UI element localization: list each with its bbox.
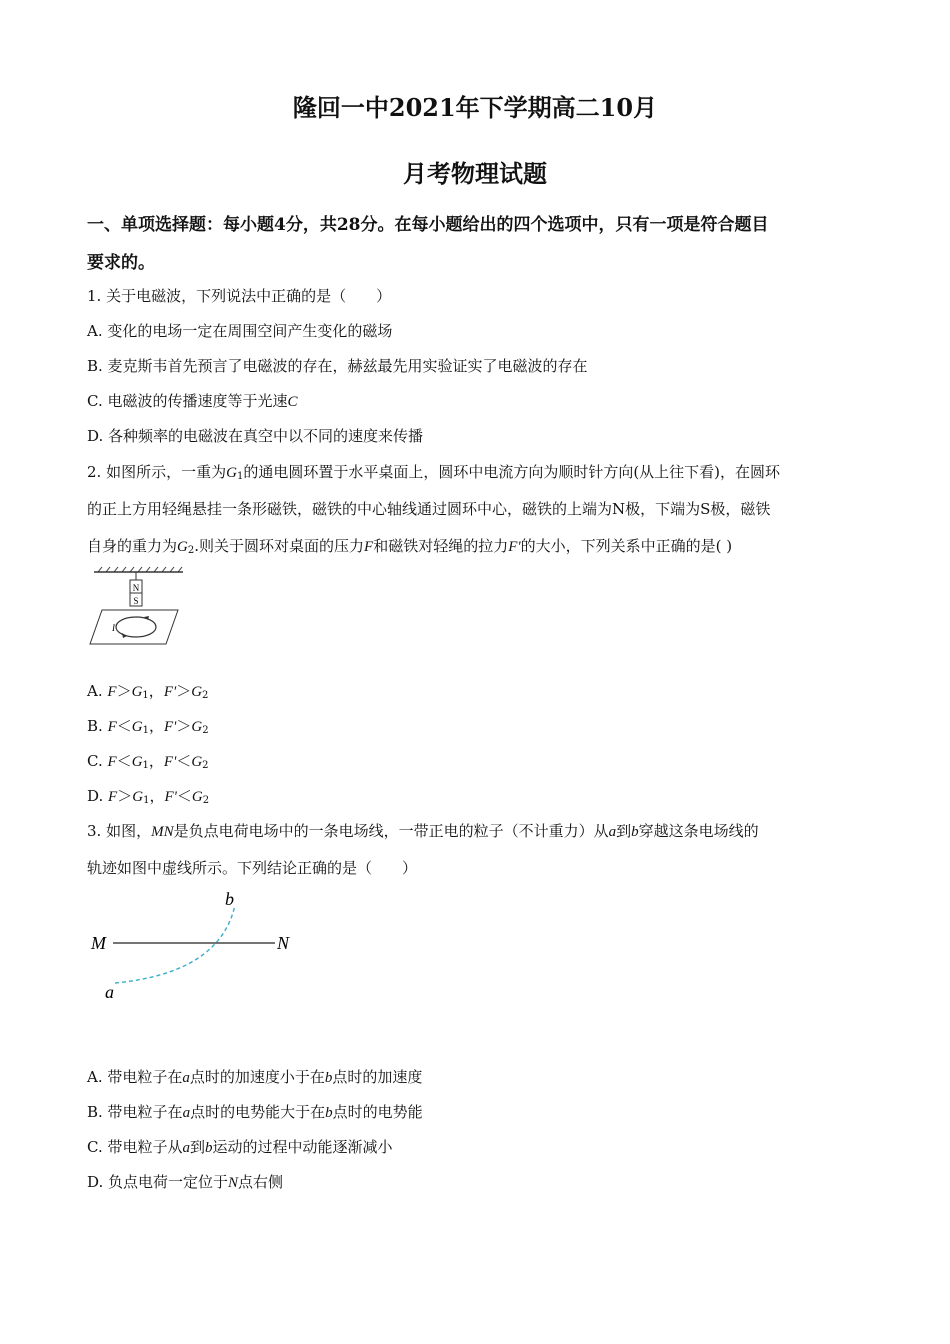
label-b: b <box>225 889 234 909</box>
q2-op: ＞ <box>117 787 133 805</box>
q3-var-mn: MN <box>151 824 174 840</box>
q2-op: ＜ <box>116 717 132 735</box>
q2-var-g: G <box>132 789 144 805</box>
q2-sep: ， <box>148 717 164 735</box>
q3-text: B. 带电粒子在 <box>87 1103 183 1121</box>
magnet-s-label: S <box>133 596 139 606</box>
exam-title-line1: 隆回一中2021年下学期高二10月 <box>292 93 658 122</box>
q2-opt-label: C. <box>87 752 103 770</box>
q2-sep: ， <box>148 752 164 770</box>
q3-var-n: N <box>228 1175 239 1191</box>
q2-sep: ， <box>148 682 164 700</box>
q3-text: 到 <box>189 1138 205 1156</box>
q3-text: 点时的加速度小于在 <box>189 1068 325 1086</box>
q2-sub: 2 <box>187 545 195 556</box>
q3-text: 是负点电荷电场中的一条电场线，一带正电的粒子（不计重力）从 <box>173 822 609 840</box>
q2-sep: ， <box>149 787 165 805</box>
q2-var-g: G <box>226 465 237 481</box>
q2-sub: 1 <box>142 760 149 771</box>
q3-text: D. 负点电荷一定位于 <box>87 1173 229 1191</box>
q2-option-c <box>87 750 867 771</box>
q3-text: C. 带电粒子从 <box>87 1138 183 1156</box>
q2-var-f: F <box>107 684 117 700</box>
q3-var-a: a <box>608 824 617 840</box>
q2-sub: 2 <box>202 725 209 736</box>
q2-opt-label: D. <box>87 787 104 805</box>
label-a: a <box>105 982 114 1002</box>
q2-stem-line2: 的正上方用轻绳悬挂一条形磁铁，磁铁的中心轴线通过圆环中心，磁铁的上端为N极，下端为S极，磁铁 <box>87 500 771 518</box>
q3-stem-line1 <box>87 820 867 841</box>
q3-text: 到 <box>616 822 632 840</box>
q2-option-a <box>87 680 867 701</box>
q2-sub: 1 <box>236 471 244 482</box>
q2-sub: 1 <box>143 795 150 806</box>
q1-option-c-var: C <box>287 394 298 410</box>
q2-var-f: F <box>107 719 117 735</box>
q2-option-d <box>87 785 867 806</box>
q3-var-b: b <box>631 824 639 840</box>
q2-sub: 1 <box>142 725 149 736</box>
q1-option-b: B. 麦克斯韦首先预言了电磁波的存在，赫兹最先用实验证实了电磁波的存在 <box>87 357 588 375</box>
q2-op: ＜ <box>176 787 192 805</box>
exam-title-line2: 月考物理试题 <box>403 159 547 188</box>
q1-option-a: A. 变化的电场一定在周围空间产生变化的磁场 <box>87 322 393 340</box>
magnet-n-label: N <box>132 583 140 593</box>
q2-op: ＜ <box>116 752 132 770</box>
q2-var-g: G <box>131 719 143 735</box>
q2-text: 2. 如图所示，一重为 <box>87 463 227 481</box>
ring-current-label: I <box>112 623 115 633</box>
q3-text: 点时的电势能 <box>332 1103 423 1121</box>
q1-option-c <box>87 390 867 411</box>
q3-text: 运动的过程中动能逐渐减小 <box>212 1138 393 1156</box>
q2-var-g: G <box>191 719 203 735</box>
q2-sub: 1 <box>142 690 149 701</box>
q2-op: ＞ <box>176 682 192 700</box>
q2-var-g: G <box>191 684 203 700</box>
q2-op: ＞ <box>176 717 192 735</box>
field-line-figure <box>85 885 305 1005</box>
q2-stem-line3 <box>87 535 867 556</box>
q2-var-g: G <box>191 754 203 770</box>
q2-var-g: G <box>177 539 188 555</box>
q1-stem: 1. 关于电磁波，下列说法中正确的是（ ） <box>87 287 392 305</box>
magnet-ring-figure <box>88 566 188 648</box>
q2-var-fprime: F' <box>164 719 177 735</box>
q2-text: 的大小，下列关系中正确的是( ) <box>520 537 733 555</box>
q2-option-b <box>87 715 867 736</box>
q2-text: 自身的重力为 <box>87 537 178 555</box>
q2-text: 和磁铁对轻绳的拉力 <box>373 537 509 555</box>
q3-text: 点右侧 <box>238 1173 284 1191</box>
q3-option-b <box>87 1101 867 1122</box>
q3-var-a: a <box>182 1140 190 1156</box>
q3-var-a: a <box>182 1070 190 1086</box>
q2-var-fprime: F' <box>508 539 521 555</box>
q2-stem-line1 <box>87 461 867 482</box>
q3-var-b: b <box>325 1105 333 1121</box>
section-heading-line2: 要求的。 <box>87 253 155 273</box>
q3-text: A. 带电粒子在 <box>87 1068 183 1086</box>
q3-option-c <box>87 1136 867 1157</box>
q2-var-f: F <box>108 789 118 805</box>
q1-option-c-text: C. 电磁波的传播速度等于光速 <box>87 392 288 410</box>
q3-text: 点时的加速度 <box>332 1068 423 1086</box>
q3-var-b: b <box>205 1140 213 1156</box>
q2-text: 的通电圆环置于水平桌面上，圆环中电流方向为顺时针方向(从上往下看)，在圆环 <box>243 463 781 481</box>
q2-sub: 2 <box>202 690 209 701</box>
q2-var-g: G <box>131 684 143 700</box>
q2-var-g: G <box>191 789 203 805</box>
q3-var-a: a <box>182 1105 191 1121</box>
q3-text: 穿越这条电场线的 <box>638 822 759 840</box>
q2-var-fprime: F' <box>163 684 177 700</box>
q2-var-fprime: F' <box>164 789 177 805</box>
q3-text: 3. 如图， <box>87 822 152 840</box>
q2-var-f: F <box>364 539 374 555</box>
label-n: N <box>277 933 290 953</box>
q3-var-b: b <box>324 1070 333 1086</box>
q2-sub: 2 <box>202 795 210 806</box>
q2-opt-label: A. <box>87 682 103 700</box>
q2-var-fprime: F' <box>163 754 177 770</box>
q2-opt-label: B. <box>87 717 103 735</box>
q3-option-a <box>87 1066 867 1087</box>
q2-var-g: G <box>131 754 143 770</box>
q3-stem-line2: 轨迹如图中虚线所示。下列结论正确的是（ ） <box>87 859 418 877</box>
q3-text: 点时的电势能大于在 <box>190 1103 326 1121</box>
q2-var-f: F <box>107 754 117 770</box>
q2-op: ＞ <box>116 682 132 700</box>
section-heading-line1: 一、单项选择题：每小题4分，共28分。在每小题给出的四个选项中，只有一项是符合题目 <box>87 215 769 235</box>
q2-op: ＜ <box>176 752 192 770</box>
label-m: M <box>91 933 106 953</box>
q3-option-d <box>87 1171 867 1192</box>
q2-text: .则关于圆环对桌面的压力 <box>194 537 365 555</box>
q2-sub: 2 <box>202 760 209 771</box>
q1-option-d: D. 各种频率的电磁波在真空中以不同的速度来传播 <box>87 427 424 445</box>
